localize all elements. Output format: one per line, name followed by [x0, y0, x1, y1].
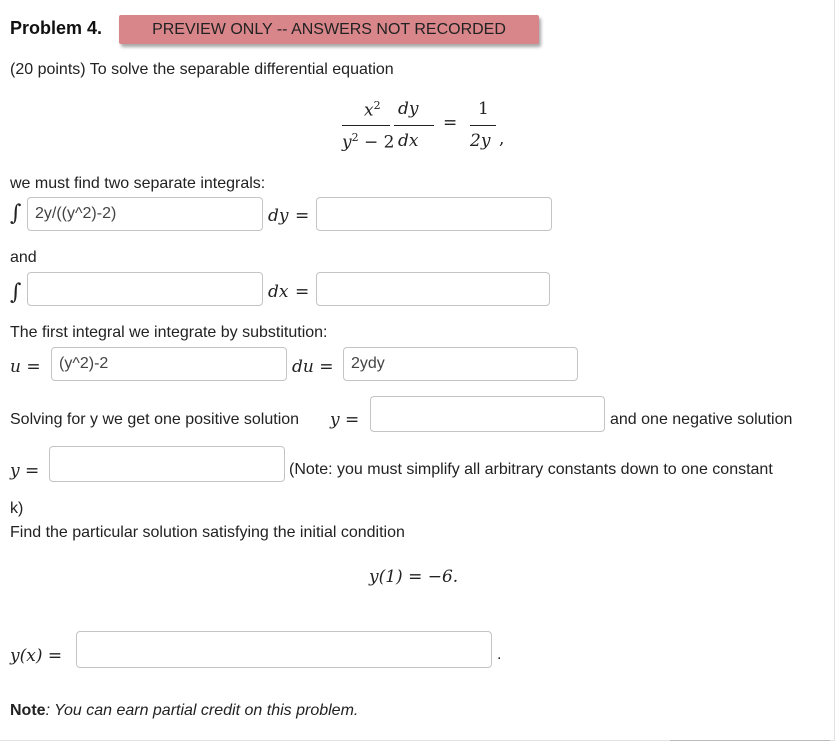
eq-equals: = — [443, 113, 458, 133]
particular-label: y(x) = — [10, 646, 63, 666]
eq-lhs-fraction-bar — [342, 125, 390, 126]
particular-intro: Find the particular solution satisfying the initial condition — [10, 524, 405, 541]
second-differential: dx — [268, 282, 289, 302]
problem-title: Problem 4. — [10, 18, 103, 38]
negative-solution-text: and one negative solution — [610, 411, 793, 428]
first-integral-equals: = — [295, 206, 310, 226]
u-label: u = — [10, 357, 41, 377]
integrals-intro: we must find two separate integrals: — [10, 175, 266, 192]
positive-y-label: y = — [330, 410, 360, 430]
eq-deriv-denominator: dx — [398, 131, 419, 151]
integral-sign-2: ∫ — [10, 280, 22, 305]
bottom-divider — [670, 740, 830, 741]
eq-lhs-denominator: $y^2 - 2$ — [342, 131, 395, 153]
constant-note: (Note: you must simplify all arbitrary constants down to one constant — [289, 461, 773, 478]
particular-solution-input[interactable] — [76, 631, 492, 668]
partial-credit-note — [10, 702, 358, 720]
first-differential: dy — [268, 206, 289, 226]
eq-lhs-numerator: $x^2$ — [364, 99, 381, 121]
note-text: : You can earn partial credit on this problem. — [45, 702, 359, 719]
particular-period: . — [497, 646, 502, 663]
negative-y-label: y = — [10, 461, 40, 481]
eq-rhs-numerator: 1 — [478, 99, 489, 119]
du-substitution-input[interactable]: 2ydy — [343, 347, 578, 381]
positive-solution-input[interactable] — [370, 396, 605, 432]
and-label: and — [10, 249, 37, 266]
second-integral-result-input[interactable] — [316, 272, 550, 306]
eq-deriv-fraction-bar — [394, 125, 434, 126]
eq-rhs-denominator: 2y — [470, 131, 491, 151]
u-substitution-input[interactable]: (y^2)-2 — [51, 347, 287, 381]
eq-rhs-fraction-bar — [470, 125, 496, 126]
initial-condition: y(1) = −6. — [369, 567, 459, 587]
substitution-intro: The first integral we integrate by substitution: — [10, 324, 328, 341]
second-integrand-input[interactable] — [27, 272, 263, 306]
eq-trailing-comma: , — [499, 129, 505, 149]
note-label: Note — [10, 702, 46, 719]
constant-note-k: k) — [10, 500, 24, 517]
positive-solution-text: Solving for y we get one positive solution — [10, 411, 300, 428]
eq-deriv-numerator: dy — [398, 99, 419, 119]
preview-badge: PREVIEW ONLY -- ANSWERS NOT RECORDED — [119, 15, 539, 44]
integral-sign-1: ∫ — [10, 201, 22, 226]
negative-solution-input[interactable] — [49, 446, 285, 482]
second-integral-equals: = — [295, 282, 310, 302]
first-integrand-input[interactable]: 2y/((y^2)-2) — [27, 197, 263, 231]
first-integral-result-input[interactable] — [316, 197, 552, 231]
intro-text: (20 points) To solve the separable differential equation — [10, 61, 394, 78]
du-label: du = — [292, 357, 334, 377]
